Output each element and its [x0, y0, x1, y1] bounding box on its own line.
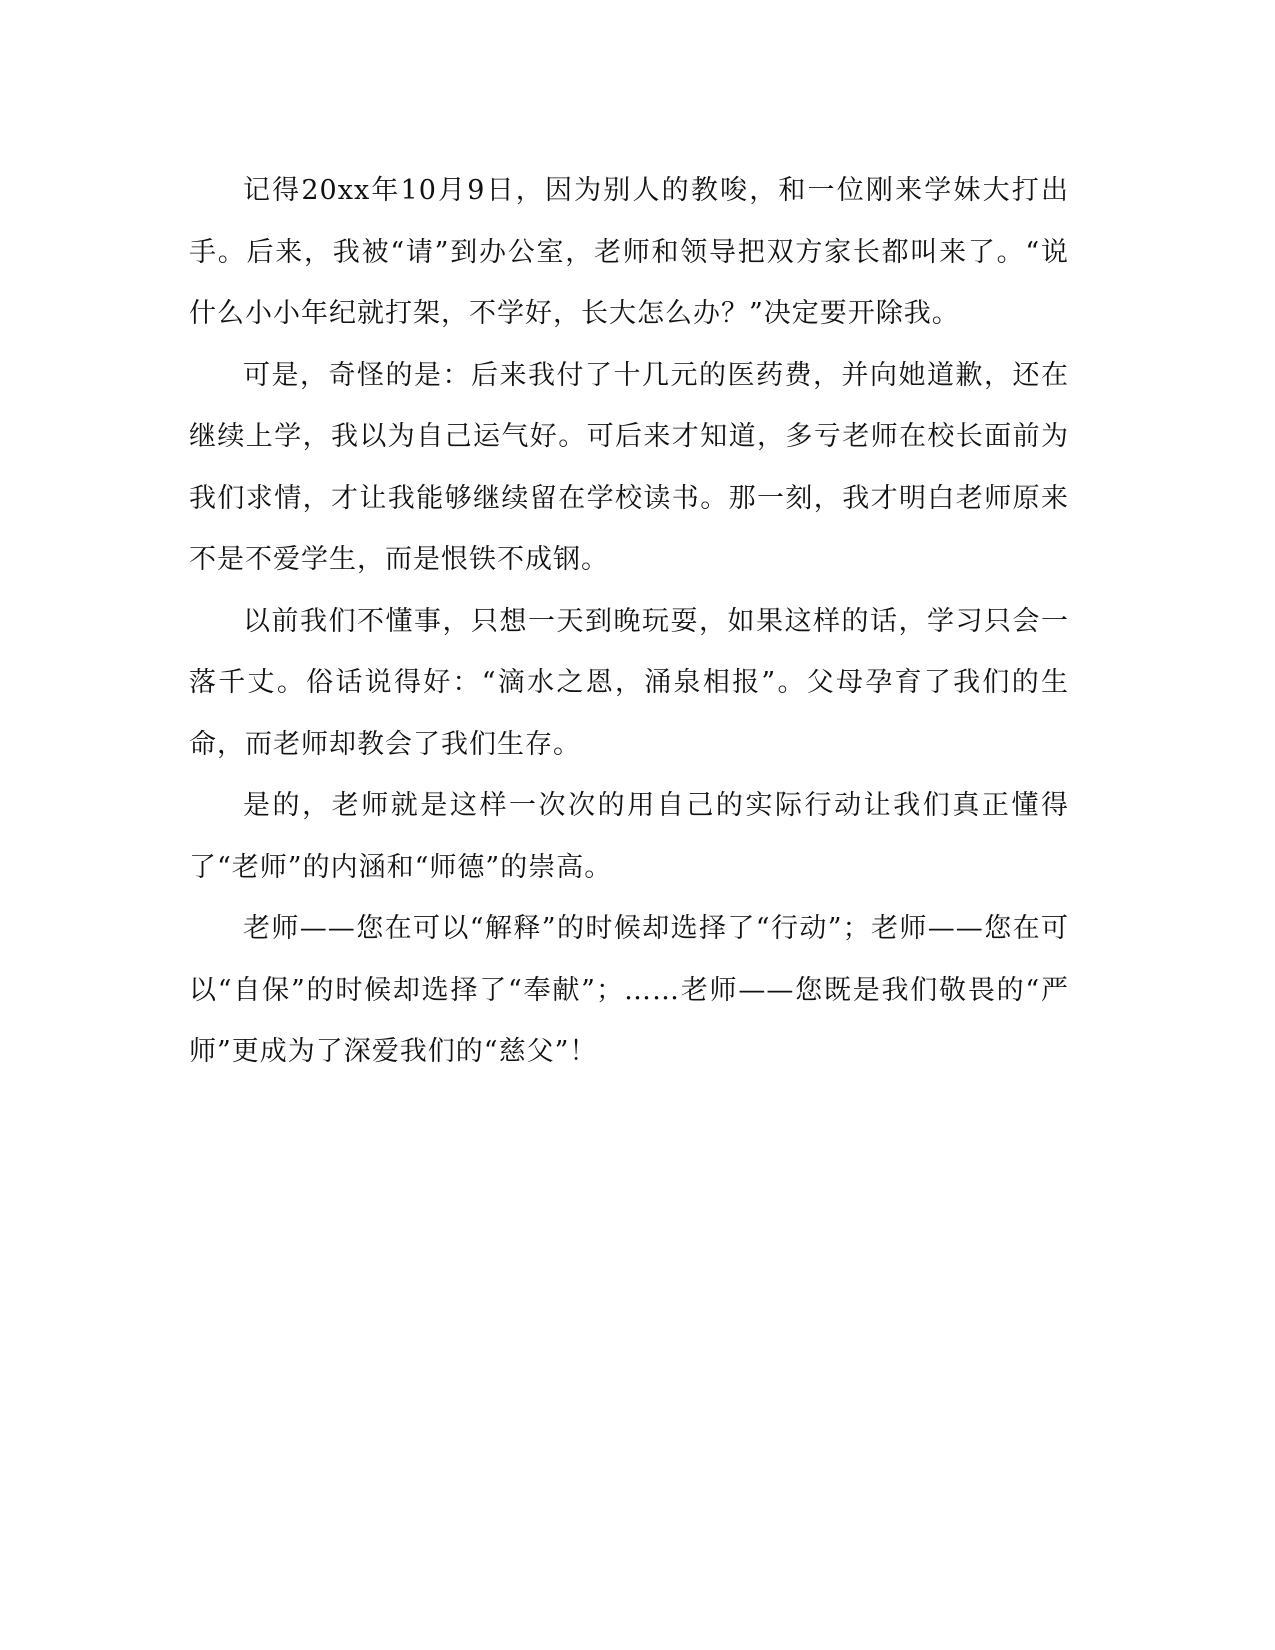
paragraph-2: 可是，奇怪的是：后来我付了十几元的医药费，并向她道歉，还在继续上学，我以为自己运气好。可后来才知道，多亏老师在校长面前为我们求情，才让我能够继续留在学校读书。那一刻，我才明白老师原来不是不爱学生，而是恨铁不成钢。	[189, 359, 1069, 575]
paragraph-4: 是的，老师就是这样一次次的用自己的实际行动让我们真正懂得了“老师”的内涵和“师德”的崇高。	[189, 790, 1069, 883]
paragraph-1: 记得20xx年10月9日，因为别人的教唆，和一位刚来学妹大打出手。后来，我被“请”到办公室，老师和领导把双方家长都叫来了。“说什么小小年纪就打架，不学好，长大怎么办？”决定要开除我。	[189, 175, 1069, 329]
paragraph-5: 老师——您在可以“解释”的时候却选择了“行动”；老师——您在可以“自保”的时候却选择了“奉献”；……老师——您既是我们敬畏的“严师”更成为了深爱我们的“慈父”！	[189, 913, 1069, 1067]
document-body	[189, 160, 1069, 1083]
paragraph-3: 以前我们不懂事，只想一天到晚玩耍，如果这样的话，学习只会一落千丈。俗话说得好：“滴水之恩，涌泉相报”。父母孕育了我们的生命，而老师却教会了我们生存。	[189, 605, 1069, 760]
